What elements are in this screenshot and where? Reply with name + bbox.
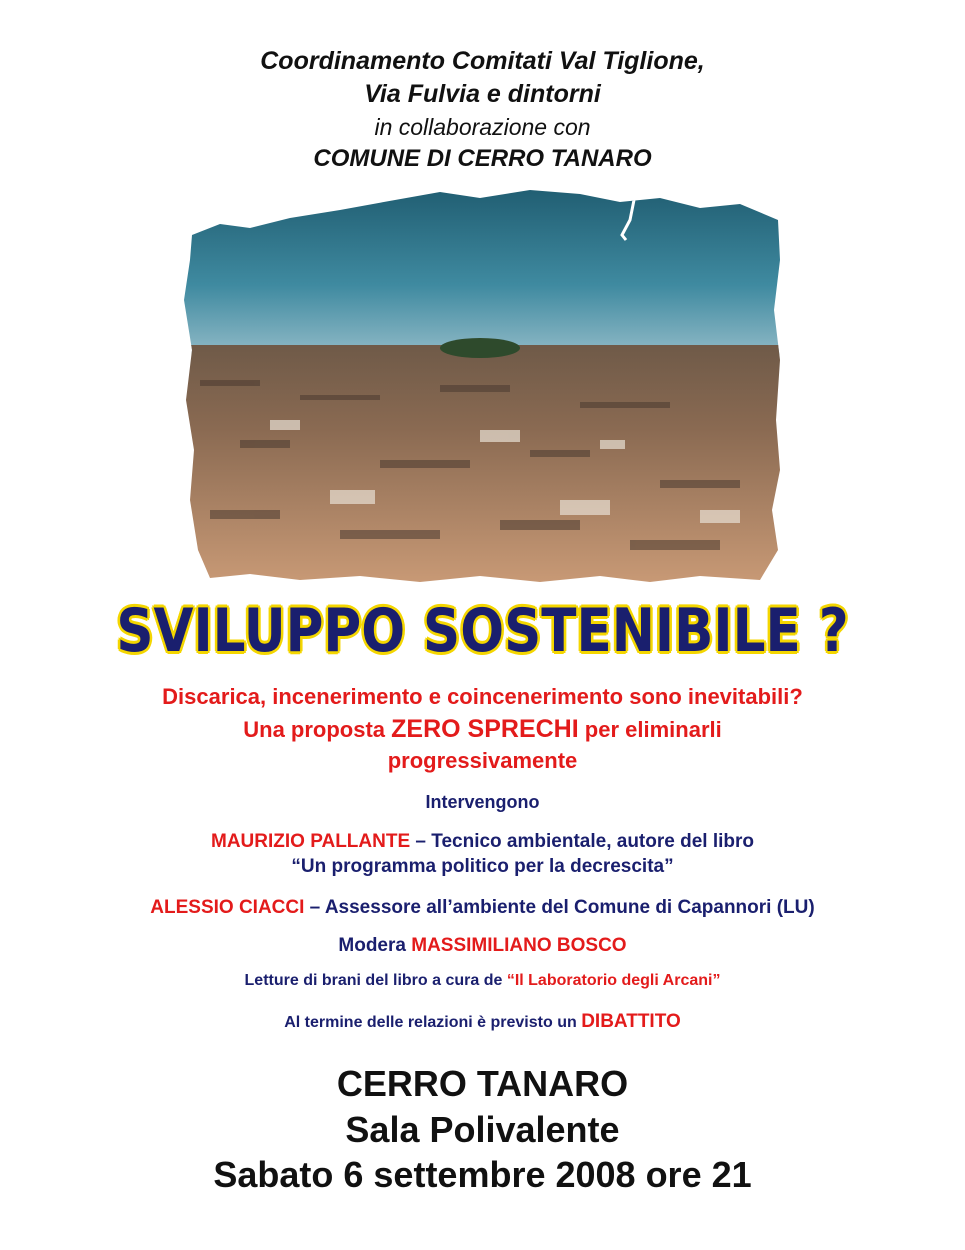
subtitle-line-2-pre: Una proposta bbox=[243, 717, 392, 742]
subtitle-line-2 bbox=[0, 714, 965, 745]
collaboration-text: in collaborazione con bbox=[374, 114, 591, 140]
speaker-2 bbox=[0, 895, 965, 920]
venue-date: Sabato 6 settembre 2008 ore 21 bbox=[213, 1154, 752, 1195]
subtitle-line-3: progressivamente bbox=[387, 748, 578, 773]
moderator-name: MASSIMILIANO BOSCO bbox=[411, 935, 627, 956]
landfill-photo bbox=[180, 180, 785, 585]
debate-word: DIBATTITO bbox=[581, 1011, 681, 1032]
intervengono-label: Intervengono bbox=[425, 792, 540, 812]
speaker-1-book: “Un programma politico per la decrescita” bbox=[291, 856, 674, 877]
readings-label: Letture di brani del libro a cura de bbox=[244, 972, 507, 989]
speaker-1 bbox=[0, 829, 965, 854]
moderator bbox=[0, 933, 965, 958]
venue-place: CERRO TANARO bbox=[336, 1063, 629, 1104]
subtitle-line-2-post: per eliminarli bbox=[578, 717, 722, 742]
speaker-1-name: MAURIZIO PALLANTE bbox=[211, 831, 411, 852]
debate bbox=[0, 1011, 965, 1033]
readings bbox=[0, 972, 965, 990]
speaker-1-desc: – Tecnico ambientale, autore del libro bbox=[410, 831, 754, 852]
subtitle-line-1: Discarica, incenerimento e coincenerimento sono inevitabili? bbox=[162, 684, 803, 709]
zero-sprechi: ZERO SPRECHI bbox=[391, 715, 579, 743]
debate-label: Al termine delle relazioni è previsto un bbox=[284, 1014, 582, 1031]
speaker-2-desc: – Assessore all’ambiente del Comune di Capannori (LU) bbox=[304, 897, 815, 918]
headline-wrap bbox=[0, 596, 965, 666]
organizer-line-2: Via Fulvia e dintorni bbox=[364, 80, 601, 108]
comune-name: COMUNE DI CERRO TANARO bbox=[313, 145, 652, 172]
headline: SVILUPPO SOSTENIBILE ? bbox=[116, 596, 849, 666]
organizer-line-1: Coordinamento Comitati Val Tiglione, bbox=[260, 47, 705, 75]
venue-hall: Sala Polivalente bbox=[345, 1109, 620, 1150]
readings-group: “Il Laboratorio degli Arcani” bbox=[506, 972, 721, 989]
speaker-2-name: ALESSIO CIACCI bbox=[150, 897, 305, 918]
moderator-label: Modera bbox=[338, 935, 412, 956]
